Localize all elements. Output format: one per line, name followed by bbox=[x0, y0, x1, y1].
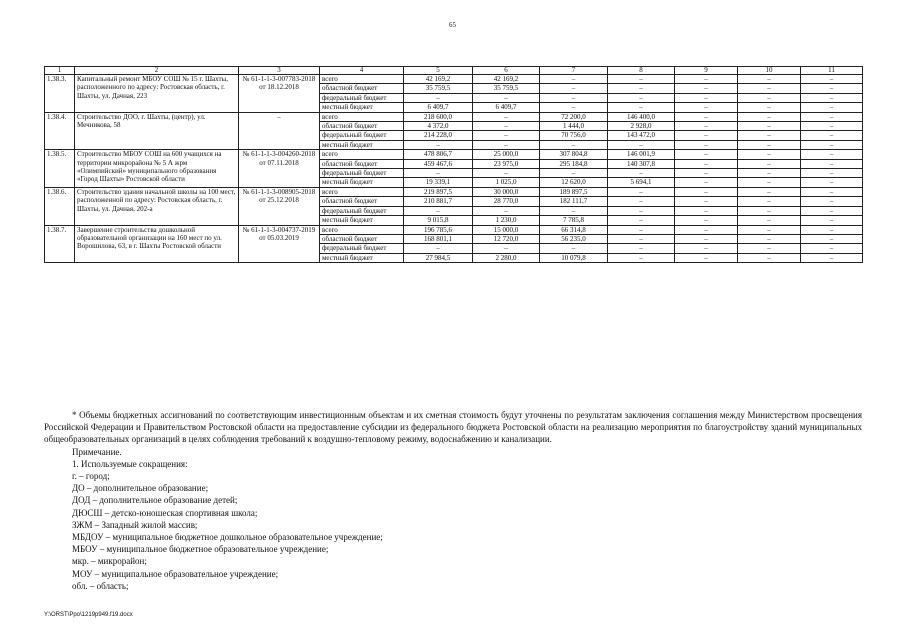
expertise-doc: № 61-1-1-3-004260-2018 от 07.11.2018 bbox=[239, 150, 320, 188]
amount-cell: 23 975,0 bbox=[473, 159, 540, 168]
table-row bbox=[45, 225, 863, 234]
budget-source: федеральный бюджет bbox=[320, 93, 404, 102]
amount-cell: – bbox=[675, 150, 738, 159]
amount-cell: – bbox=[540, 244, 608, 253]
abbreviation-item: г. – город; bbox=[72, 471, 110, 482]
amount-cell: – bbox=[608, 93, 675, 102]
amount-cell: – bbox=[473, 93, 540, 102]
amount-cell: – bbox=[675, 159, 738, 168]
column-header: 4 bbox=[320, 67, 404, 75]
budget-source: всего bbox=[320, 75, 404, 84]
object-name: Строительство ДОО, г. Шахты, (центр), ул. Мечникова, 58 bbox=[75, 112, 239, 150]
amount-cell: – bbox=[801, 84, 863, 93]
amount-cell: – bbox=[738, 131, 801, 140]
amount-cell: 6 409,7 bbox=[404, 103, 473, 112]
abbreviation-item: МОУ – муниципальное образовательное учреждение; bbox=[72, 568, 279, 579]
budget-source: местный бюджет bbox=[320, 178, 404, 187]
expertise-doc: № 61-1-1-3-004737-2019 от 05.03.2019 bbox=[239, 225, 320, 263]
amount-cell: 218 600,0 bbox=[404, 112, 473, 121]
column-header: 1 bbox=[45, 67, 75, 75]
amount-cell: – bbox=[675, 169, 738, 178]
amount-cell: – bbox=[738, 187, 801, 196]
amount-cell: – bbox=[801, 75, 863, 84]
amount-cell: 12 720,0 bbox=[473, 234, 540, 243]
note-title: Примечание. bbox=[72, 446, 122, 457]
column-header: 7 bbox=[540, 67, 608, 75]
abbreviations-title: 1. Используемые сокращения: bbox=[72, 458, 188, 469]
footnote: * Объемы бюджетных ассигнований по соответствующим инвестиционным объектам и их сметная стоимость будут уточнены по результатам заключения соглашения между Министерством просвещения Российской Федерации и Правительством Ростовской области на предоставление субсидии из федерального бюджета Ростовской области на реализацию мероприятия по благоустройству зданий муниципальных общеобразовательных организаций в целях соблюдения требований к воздушно-тепловому режиму, водоснабжению и канализации. bbox=[44, 410, 862, 445]
amount-cell: 143 472,0 bbox=[608, 131, 675, 140]
amount-cell: – bbox=[473, 112, 540, 121]
amount-cell: – bbox=[473, 206, 540, 215]
abbreviation-item: ЗЖМ – Западный жилой массив; bbox=[72, 519, 198, 530]
amount-cell: 295 184,8 bbox=[540, 159, 608, 168]
amount-cell: – bbox=[473, 244, 540, 253]
column-header: 5 bbox=[404, 67, 473, 75]
amount-cell: – bbox=[738, 216, 801, 225]
amount-cell: – bbox=[608, 140, 675, 149]
budget-source: местный бюджет bbox=[320, 253, 404, 262]
amount-cell: – bbox=[675, 234, 738, 243]
item-number: 1.38.4. bbox=[45, 112, 75, 150]
column-header: 2 bbox=[75, 67, 239, 75]
amount-cell: – bbox=[675, 84, 738, 93]
amount-cell: – bbox=[801, 150, 863, 159]
abbreviation-item: обл. – область; bbox=[72, 580, 129, 591]
amount-cell: 25 000,0 bbox=[473, 150, 540, 159]
amount-cell: – bbox=[675, 216, 738, 225]
amount-cell: 478 806,7 bbox=[404, 150, 473, 159]
amount-cell: – bbox=[801, 169, 863, 178]
amount-cell: 146 400,0 bbox=[608, 112, 675, 121]
amount-cell: – bbox=[675, 206, 738, 215]
amount-cell: – bbox=[801, 159, 863, 168]
amount-cell: 70 756,0 bbox=[540, 131, 608, 140]
amount-cell: – bbox=[608, 216, 675, 225]
amount-cell: – bbox=[801, 253, 863, 262]
amount-cell: – bbox=[801, 112, 863, 121]
amount-cell: – bbox=[608, 244, 675, 253]
amount-cell: 4 372,0 bbox=[404, 122, 473, 131]
amount-cell: – bbox=[404, 169, 473, 178]
amount-cell: – bbox=[738, 122, 801, 131]
budget-source: всего bbox=[320, 112, 404, 121]
amount-cell: – bbox=[738, 159, 801, 168]
budget-source: всего bbox=[320, 225, 404, 234]
object-name: Капитальный ремонт МБОУ СОШ № 15 г. Шахты, расположенного по адресу: Ростовская область, г. Шахты, ул. Дачная, 223 bbox=[75, 75, 239, 113]
amount-cell: – bbox=[801, 103, 863, 112]
table-row bbox=[45, 75, 863, 84]
amount-cell: – bbox=[540, 93, 608, 102]
abbreviation-item: ДО – дополнительное образование; bbox=[72, 483, 209, 494]
budget-source: областной бюджет bbox=[320, 159, 404, 168]
table-row bbox=[45, 150, 863, 159]
amount-cell: – bbox=[738, 206, 801, 215]
amount-cell: – bbox=[738, 169, 801, 178]
item-number: 1.38.7. bbox=[45, 225, 75, 263]
amount-cell: 1 025,0 bbox=[473, 178, 540, 187]
amount-cell: – bbox=[608, 234, 675, 243]
object-name: Строительство МБОУ СОШ на 600 учащихся на территории микрорайона № 5 А жрм «Олимпийский» муниципального образования «Город Шахты» Ростовской области bbox=[75, 150, 239, 188]
column-header: 9 bbox=[675, 67, 738, 75]
amount-cell: – bbox=[404, 93, 473, 102]
amount-cell: – bbox=[738, 75, 801, 84]
amount-cell: – bbox=[608, 253, 675, 262]
amount-cell: 66 314,8 bbox=[540, 225, 608, 234]
amount-cell: – bbox=[608, 225, 675, 234]
amount-cell: 27 984,5 bbox=[404, 253, 473, 262]
budget-source: областной бюджет bbox=[320, 234, 404, 243]
amount-cell: 219 897,5 bbox=[404, 187, 473, 196]
amount-cell: – bbox=[801, 93, 863, 102]
amount-cell: 15 000,0 bbox=[473, 225, 540, 234]
table-row bbox=[45, 187, 863, 196]
amount-cell: – bbox=[738, 150, 801, 159]
expertise-doc: № 61-1-1-3-008905-2018 от 25.12.2018 bbox=[239, 187, 320, 225]
column-header: 10 bbox=[738, 67, 801, 75]
amount-cell: – bbox=[675, 187, 738, 196]
amount-cell: 42 169,2 bbox=[473, 75, 540, 84]
amount-cell: – bbox=[738, 234, 801, 243]
amount-cell: – bbox=[540, 84, 608, 93]
amount-cell: – bbox=[675, 197, 738, 206]
expertise-doc: – bbox=[239, 112, 320, 150]
amount-cell: 146 001,9 bbox=[608, 150, 675, 159]
column-header: 8 bbox=[608, 67, 675, 75]
amount-cell: – bbox=[675, 131, 738, 140]
amount-cell: – bbox=[608, 103, 675, 112]
amount-cell: 9 015,8 bbox=[404, 216, 473, 225]
amount-cell: – bbox=[801, 244, 863, 253]
budget-source: областной бюджет bbox=[320, 84, 404, 93]
amount-cell: – bbox=[473, 131, 540, 140]
amount-cell: – bbox=[738, 253, 801, 262]
budget-source: федеральный бюджет bbox=[320, 206, 404, 215]
object-name: Строительство здания начальной школы на 100 мест, расположенной по адресу: Ростовская область, г. Шахты, ул. Дачная, 202-а bbox=[75, 187, 239, 225]
amount-cell: 6 409,7 bbox=[473, 103, 540, 112]
amount-cell: 5 694,1 bbox=[608, 178, 675, 187]
object-name: Завершение строительства дошкольной образовательной организации на 160 мест по ул. Ворошилова, 63, в г. Шахты Ростовской области bbox=[75, 225, 239, 263]
amount-cell: – bbox=[738, 103, 801, 112]
header-row bbox=[45, 67, 863, 75]
amount-cell: – bbox=[738, 93, 801, 102]
table-row bbox=[45, 112, 863, 121]
amount-cell: – bbox=[675, 75, 738, 84]
amount-cell: – bbox=[738, 84, 801, 93]
amount-cell: – bbox=[801, 206, 863, 215]
amount-cell: 210 881,7 bbox=[404, 197, 473, 206]
budget-source: федеральный бюджет bbox=[320, 244, 404, 253]
amount-cell: 42 169,2 bbox=[404, 75, 473, 84]
amount-cell: 214 228,0 bbox=[404, 131, 473, 140]
amount-cell: 12 620,0 bbox=[540, 178, 608, 187]
amount-cell: – bbox=[738, 178, 801, 187]
amount-cell: – bbox=[608, 169, 675, 178]
abbreviation-item: ДОД – дополнительное образование детей; bbox=[72, 495, 238, 506]
notes-section bbox=[44, 409, 862, 592]
page-number: 65 bbox=[449, 21, 456, 29]
amount-cell: 196 785,6 bbox=[404, 225, 473, 234]
amount-cell: – bbox=[608, 206, 675, 215]
amount-cell: 72 200,0 bbox=[540, 112, 608, 121]
budget-source: местный бюджет bbox=[320, 140, 404, 149]
budget-source: местный бюджет bbox=[320, 103, 404, 112]
budget-source: федеральный бюджет bbox=[320, 169, 404, 178]
amount-cell: 1 230,0 bbox=[473, 216, 540, 225]
amount-cell: – bbox=[540, 103, 608, 112]
amount-cell: – bbox=[675, 178, 738, 187]
abbreviation-item: мкр. – микрорайон; bbox=[72, 556, 147, 567]
amount-cell: 168 801,1 bbox=[404, 234, 473, 243]
abbreviation-item: ДЮСШ – детско-юношеская спортивная школа; bbox=[72, 507, 258, 518]
amount-cell: 56 235,0 bbox=[540, 234, 608, 243]
amount-cell: – bbox=[675, 103, 738, 112]
amount-cell: – bbox=[675, 122, 738, 131]
item-number: 1.38.5. bbox=[45, 150, 75, 188]
abbreviation-item: МБДОУ – муниципальное бюджетное дошкольное образовательное учреждение; bbox=[72, 532, 383, 543]
amount-cell: 19 339,1 bbox=[404, 178, 473, 187]
amount-cell: – bbox=[540, 75, 608, 84]
amount-cell: 28 770,0 bbox=[473, 197, 540, 206]
amount-cell: 2 928,0 bbox=[608, 122, 675, 131]
budget-table bbox=[44, 66, 863, 263]
amount-cell: – bbox=[738, 112, 801, 121]
budget-source: местный бюджет bbox=[320, 216, 404, 225]
amount-cell: 459 467,6 bbox=[404, 159, 473, 168]
column-header: 11 bbox=[801, 67, 863, 75]
amount-cell: 10 079,8 bbox=[540, 253, 608, 262]
abbreviation-item: МБОУ – муниципальное бюджетное образовательное учреждение; bbox=[72, 544, 329, 555]
amount-cell: 189 897,5 bbox=[540, 187, 608, 196]
file-path: Y:\ORST\Ppo\1219p949.f19.docx bbox=[44, 612, 133, 618]
amount-cell: – bbox=[540, 140, 608, 149]
amount-cell: – bbox=[801, 216, 863, 225]
amount-cell: – bbox=[801, 225, 863, 234]
budget-source: всего bbox=[320, 150, 404, 159]
amount-cell: – bbox=[540, 206, 608, 215]
budget-source: областной бюджет bbox=[320, 197, 404, 206]
amount-cell: – bbox=[801, 234, 863, 243]
amount-cell: 35 759,5 bbox=[404, 84, 473, 93]
amount-cell: – bbox=[675, 140, 738, 149]
amount-cell: – bbox=[738, 140, 801, 149]
amount-cell: 30 000,0 bbox=[473, 187, 540, 196]
amount-cell: 7 785,8 bbox=[540, 216, 608, 225]
item-number: 1.38.6. bbox=[45, 187, 75, 225]
amount-cell: – bbox=[675, 93, 738, 102]
amount-cell: 140 307,8 bbox=[608, 159, 675, 168]
column-header: 6 bbox=[473, 67, 540, 75]
amount-cell: – bbox=[608, 187, 675, 196]
amount-cell: – bbox=[608, 84, 675, 93]
amount-cell: – bbox=[738, 197, 801, 206]
amount-cell: 1 444,0 bbox=[540, 122, 608, 131]
amount-cell: – bbox=[608, 75, 675, 84]
amount-cell: – bbox=[738, 244, 801, 253]
amount-cell: – bbox=[404, 244, 473, 253]
amount-cell: – bbox=[404, 140, 473, 149]
amount-cell: – bbox=[675, 112, 738, 121]
amount-cell: – bbox=[608, 197, 675, 206]
abbreviations-list bbox=[44, 470, 862, 592]
amount-cell: – bbox=[540, 169, 608, 178]
amount-cell: – bbox=[675, 225, 738, 234]
amount-cell: 2 280,0 bbox=[473, 253, 540, 262]
amount-cell: – bbox=[801, 178, 863, 187]
column-header: 3 bbox=[239, 67, 320, 75]
budget-source: федеральный бюджет bbox=[320, 131, 404, 140]
amount-cell: 307 804,8 bbox=[540, 150, 608, 159]
budget-source: всего bbox=[320, 187, 404, 196]
amount-cell: – bbox=[801, 187, 863, 196]
amount-cell: – bbox=[801, 140, 863, 149]
expertise-doc: № 61-1-1-3-007783-2018 от 18.12.2018 bbox=[239, 75, 320, 113]
amount-cell: – bbox=[404, 206, 473, 215]
amount-cell: – bbox=[801, 131, 863, 140]
amount-cell: – bbox=[801, 122, 863, 131]
amount-cell: – bbox=[675, 253, 738, 262]
amount-cell: 182 111,7 bbox=[540, 197, 608, 206]
amount-cell: – bbox=[801, 197, 863, 206]
amount-cell: – bbox=[738, 225, 801, 234]
amount-cell: – bbox=[473, 169, 540, 178]
amount-cell: – bbox=[675, 244, 738, 253]
amount-cell: – bbox=[473, 140, 540, 149]
item-number: 1.38.3. bbox=[45, 75, 75, 113]
budget-source: областной бюджет bbox=[320, 122, 404, 131]
amount-cell: – bbox=[473, 122, 540, 131]
amount-cell: 35 759,5 bbox=[473, 84, 540, 93]
